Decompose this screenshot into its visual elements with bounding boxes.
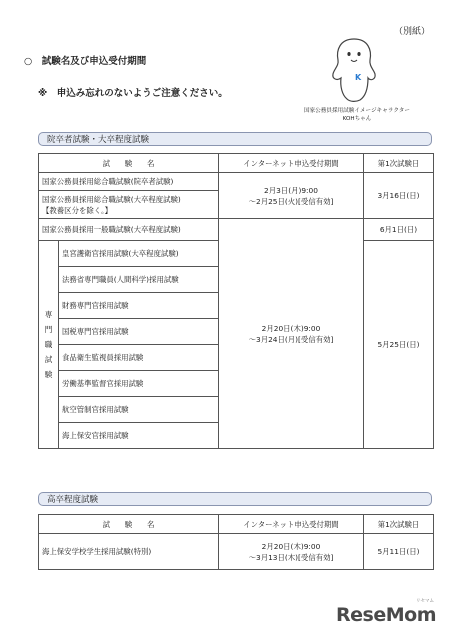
specialist-exam-name: 財務専門官採用試験: [59, 293, 219, 319]
kohchan-mascot-image: [328, 36, 380, 104]
mascot-caption-line2: KOHちゃん: [342, 116, 372, 122]
exam-name-cell: 海上保安学校学生採用試験(特別): [39, 534, 219, 570]
specialist-exam-name: 航空管制官採用試験: [59, 397, 219, 423]
table-header-row: [39, 515, 434, 534]
period-cell: [219, 173, 364, 219]
table-row: [39, 173, 434, 191]
specialist-exam-name: 法務省専門職員(人間科学)採用試験: [59, 267, 219, 293]
exam-name-cell: 国家公務員採用総合職試験(院卒者試験): [39, 173, 219, 191]
table-header-row: [39, 154, 434, 173]
attachment-note: （別紙）: [393, 27, 430, 37]
period-start: 2月20日(木)9:00: [261, 323, 321, 333]
specialist-label-char: 門: [44, 325, 53, 334]
table-row: [39, 219, 434, 241]
exam-name-text: 国家公務員採用総合職試験(大卒程度試験): [42, 194, 181, 204]
col-header-period: インターネット申込受付期間: [219, 154, 364, 173]
period-cell: [219, 534, 364, 570]
col-header-first-exam-date: 第1次試験日: [364, 515, 434, 534]
specialist-label-char: 試: [44, 355, 53, 364]
mascot-badge: K: [355, 73, 362, 82]
schedule-table-highschool: [38, 514, 434, 570]
specialist-exam-name: 海上保安官採用試験: [59, 423, 219, 449]
specialist-exam-label: [39, 241, 59, 449]
period-end: ～2月25日(火)[受信有効]: [248, 196, 334, 206]
schedule-table-graduate: [38, 153, 434, 449]
period-cell: [219, 219, 364, 449]
period-start: 2月20日(木)9:00: [261, 541, 321, 551]
period-end: ～3月13日(木)[受信有効]: [248, 552, 334, 562]
period-end: ～3月24日(月)[受信有効]: [248, 334, 334, 344]
exam-date-cell: 5月25日(日): [364, 241, 434, 449]
specialist-exam-name: 食品衛生監視員採用試験: [59, 345, 219, 371]
specialist-label-char: 験: [44, 370, 53, 379]
section-band-graduate: 院卒者試験・大卒程度試験: [38, 132, 432, 146]
specialist-exam-name: 皇宮護衛官採用試験(大卒程度試験): [59, 241, 219, 267]
page-heading: ○ 試験名及び申込受付期間: [24, 56, 147, 67]
resemom-logo: ReseMom: [336, 604, 436, 626]
exam-date-cell: 6月1日(日): [364, 219, 434, 241]
col-header-period: インターネット申込受付期間: [219, 515, 364, 534]
specialist-label-char: 専: [44, 310, 53, 319]
period-start: 2月3日(月)9:00: [264, 185, 318, 195]
exam-date-cell: 5月11日(日): [364, 534, 434, 570]
specialist-exam-name: 国税専門官採用試験: [59, 319, 219, 345]
exam-name-cell: [39, 191, 219, 219]
section-band-highschool: 高卒程度試験: [38, 492, 432, 506]
notice-text: ※ 申込み忘れのないようご注意ください。: [38, 88, 228, 99]
exam-date-cell: 3月16日(日): [364, 173, 434, 219]
table-row: [39, 534, 434, 570]
exam-name-cell: 国家公務員採用一般職試験(大卒程度試験): [39, 219, 219, 241]
mascot-caption: [262, 107, 452, 123]
col-header-exam-name: 試 験 名: [39, 515, 219, 534]
col-header-exam-name: 試 験 名: [39, 154, 219, 173]
specialist-exam-name: 労働基準監督官採用試験: [59, 371, 219, 397]
col-header-first-exam-date: 第1次試験日: [364, 154, 434, 173]
logo-subtext: リセマム: [416, 599, 434, 604]
exam-name-note: 【教養区分を除く。】: [42, 205, 113, 215]
mascot-caption-line1: 国家公務員採用試験イメージキャラクター: [303, 108, 410, 114]
specialist-label-char: 職: [44, 340, 53, 349]
